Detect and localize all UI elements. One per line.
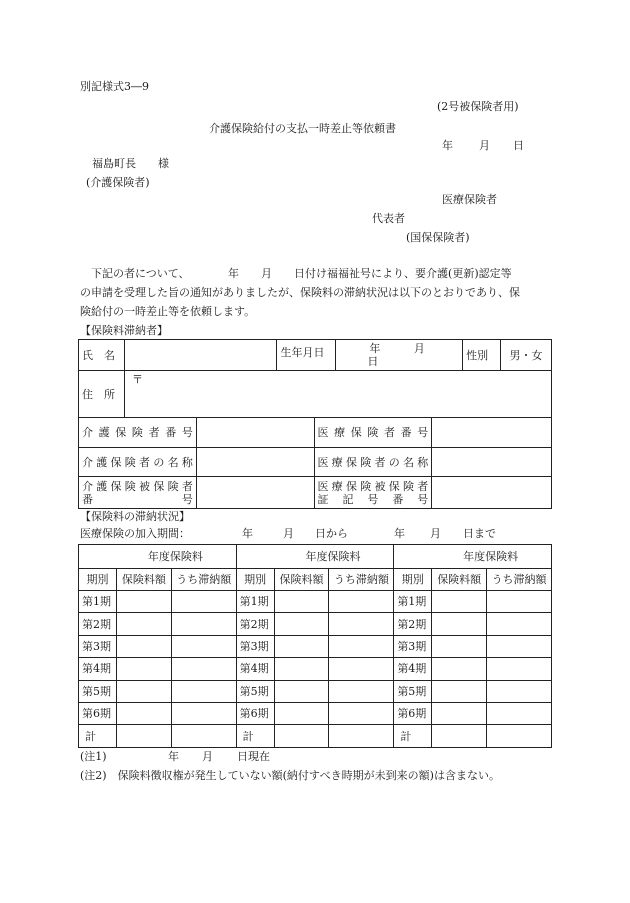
birth-field[interactable] (336, 340, 463, 371)
note-1-label: (注1) (80, 750, 107, 763)
total-row (79, 725, 552, 747)
to-day-unit: 日まで (463, 527, 496, 540)
period-label: 第3期 (236, 635, 274, 657)
arrears-amount-cell[interactable] (171, 635, 236, 657)
col-premium: 保険料額 (116, 569, 171, 591)
premium-amount-cell[interactable] (274, 591, 329, 613)
sex-label: 性別 (463, 340, 501, 371)
enrollment-period-label: 医療保険の加入期間： (80, 527, 190, 540)
sender-representative: 代表者 (372, 212, 405, 225)
premium-amount-cell[interactable] (432, 725, 487, 747)
addressee: 福島町長 様 (92, 157, 169, 170)
year-header-2 (236, 545, 394, 569)
total-label: 計 (79, 725, 117, 747)
premium-amount-cell[interactable] (432, 680, 487, 702)
period-label: 第2期 (394, 613, 432, 635)
premium-amount-cell[interactable] (116, 613, 171, 635)
iryo-name-label: 医療保険者の名称 (314, 448, 432, 477)
premium-amount-cell[interactable] (432, 591, 487, 613)
arrears-amount-cell[interactable] (487, 613, 552, 635)
period-label: 第4期 (236, 658, 274, 680)
arrears-amount-cell[interactable] (171, 591, 236, 613)
kaigo-name-field[interactable] (196, 448, 314, 477)
col-arrears: うち滞納額 (329, 569, 394, 591)
arrears-amount-cell[interactable] (171, 702, 236, 724)
year-header-1 (79, 545, 237, 569)
premium-amount-cell[interactable] (116, 591, 171, 613)
kaigo-number-label: 介護保険者番号 (79, 418, 197, 448)
period-label: 第4期 (394, 658, 432, 680)
period-label: 第2期 (79, 613, 117, 635)
col-premium: 保険料額 (274, 569, 329, 591)
arrears-amount-cell[interactable] (171, 613, 236, 635)
arrears-amount-cell[interactable] (329, 658, 394, 680)
arrears-amount-cell[interactable] (329, 591, 394, 613)
year-header-1-label: 年度保険料 (147, 550, 203, 563)
addressee-sub: (介護保険者) (86, 176, 150, 189)
arrears-amount-cell[interactable] (487, 680, 552, 702)
period-label: 第6期 (236, 702, 274, 724)
form-id: 別記様式3―9 (80, 80, 149, 93)
premium-amount-cell[interactable] (432, 613, 487, 635)
period-label: 第5期 (79, 680, 117, 702)
body-line-2: の申請を受理した旨の通知がありましたが、保険料の滞納状況は以下のとおりであり、保 (80, 286, 520, 299)
section-heading-arrears: 【保険料の滞納状況】 (80, 510, 190, 523)
period-label: 第4期 (79, 658, 117, 680)
premium-amount-cell[interactable] (274, 702, 329, 724)
year-header-3-label: 年度保険料 (463, 550, 519, 563)
period-label: 第5期 (394, 680, 432, 702)
year-unit: 年 (442, 139, 453, 152)
arrears-table (78, 544, 552, 748)
note-1-year: 年 (168, 750, 179, 763)
birth-year-unit: 年 (369, 342, 381, 355)
premium-amount-cell[interactable] (116, 680, 171, 702)
to-month-unit: 月 (430, 527, 441, 540)
insurer-table (78, 417, 552, 509)
page-title: 介護保険給付の支払一時差止等依頼書 (209, 122, 396, 135)
kaigo-insured-label (79, 477, 197, 509)
to-year-unit: 年 (394, 527, 405, 540)
premium-amount-cell[interactable] (274, 635, 329, 657)
premium-amount-cell[interactable] (432, 635, 487, 657)
premium-amount-cell[interactable] (274, 680, 329, 702)
kaigo-number-field[interactable] (196, 418, 314, 448)
kaigo-insured-label-line1: 介護保険被保険者 (82, 479, 193, 493)
arrears-amount-cell[interactable] (171, 658, 236, 680)
note-1-month: 月 (202, 750, 213, 763)
period-label: 第6期 (79, 702, 117, 724)
target-label: (2号被保険者用) (437, 100, 519, 113)
col-premium: 保険料額 (432, 569, 487, 591)
note-2: (注2) 保険料徴収権が発生していない額(納付すべき時期が未到来の額)は含まない。 (80, 769, 500, 782)
premium-amount-cell[interactable] (116, 635, 171, 657)
arrears-amount-cell[interactable] (329, 680, 394, 702)
body-line-3: 険給付の一時差止等を依頼します。 (80, 305, 256, 318)
name-field[interactable] (124, 340, 277, 371)
premium-amount-cell[interactable] (274, 725, 329, 747)
premium-amount-cell[interactable] (116, 725, 171, 747)
arrears-amount-cell[interactable] (487, 591, 552, 613)
address-label: 住 所 (79, 371, 125, 418)
premium-amount-cell[interactable] (116, 702, 171, 724)
premium-amount-cell[interactable] (432, 702, 487, 724)
premium-amount-cell[interactable] (432, 658, 487, 680)
period-label: 第1期 (394, 591, 432, 613)
iryo-insured-field[interactable] (432, 477, 552, 509)
kaigo-insured-field[interactable] (196, 477, 314, 509)
birth-day-unit: 日 (367, 355, 379, 368)
col-period: 期別 (236, 569, 274, 591)
iryo-insured-label-line2: 証 記 号 番 号 (317, 492, 429, 506)
day-unit: 日 (513, 139, 524, 152)
period-label: 第1期 (236, 591, 274, 613)
arrears-amount-cell[interactable] (487, 725, 552, 747)
year-header-3 (394, 545, 552, 569)
period-row (79, 658, 552, 680)
arrears-amount-cell[interactable] (329, 613, 394, 635)
birth-label: 生年月日 (277, 340, 336, 371)
iryo-name-field[interactable] (432, 448, 552, 477)
period-row (79, 702, 552, 724)
section-heading-person: 【保険料滞納者】 (80, 324, 168, 337)
postal-mark: 〒 (131, 373, 143, 386)
col-arrears: うち滞納額 (487, 569, 552, 591)
period-row (79, 591, 552, 613)
arrears-amount-cell[interactable] (487, 635, 552, 657)
col-period: 期別 (79, 569, 117, 591)
premium-amount-cell[interactable] (274, 613, 329, 635)
body-line-1: 下記の者について、 年 月 日付け福福祉号により、要介護(更新)認定等 (91, 267, 512, 280)
note-1-day: 日現在 (237, 750, 270, 763)
period-row (79, 635, 552, 657)
month-unit: 月 (479, 139, 490, 152)
kaigo-insured-label-line2: 番 号 (82, 492, 193, 506)
body-text (80, 264, 552, 321)
arrears-amount-cell[interactable] (329, 702, 394, 724)
kaigo-name-label: 介護保険者の名称 (79, 448, 197, 477)
total-label: 計 (236, 725, 274, 747)
sender-national: (国保保険者) (406, 231, 470, 244)
arrears-amount-cell[interactable] (171, 680, 236, 702)
period-row (79, 680, 552, 702)
premium-amount-cell[interactable] (116, 658, 171, 680)
arrears-amount-cell[interactable] (487, 702, 552, 724)
year-header-2-label: 年度保険料 (305, 550, 361, 563)
period-label: 第1期 (79, 591, 117, 613)
iryo-insured-label (314, 477, 432, 509)
iryo-number-label: 医療保険者番号 (314, 418, 432, 448)
arrears-amount-cell[interactable] (329, 635, 394, 657)
arrears-amount-cell[interactable] (329, 725, 394, 747)
premium-amount-cell[interactable] (274, 658, 329, 680)
col-period: 期別 (394, 569, 432, 591)
from-year-unit: 年 (242, 527, 253, 540)
from-month-unit: 月 (283, 527, 294, 540)
period-label: 第5期 (236, 680, 274, 702)
name-label: 氏 名 (79, 340, 125, 371)
arrears-amount-cell[interactable] (171, 725, 236, 747)
total-label: 計 (394, 725, 432, 747)
period-row (79, 613, 552, 635)
period-label: 第6期 (394, 702, 432, 724)
arrears-amount-cell[interactable] (487, 658, 552, 680)
sender-insurer: 医療保険者 (442, 193, 497, 206)
period-label: 第3期 (79, 635, 117, 657)
address-field[interactable] (124, 371, 551, 418)
period-label: 第2期 (236, 613, 274, 635)
birth-month-unit: 月 (413, 342, 425, 355)
iryo-insured-label-line1: 医療保険被保険者 (317, 479, 429, 493)
col-arrears: うち滞納額 (171, 569, 236, 591)
from-day-unit: 日から (315, 527, 348, 540)
sex-field[interactable]: 男・女 (501, 340, 552, 371)
period-label: 第3期 (394, 635, 432, 657)
person-table (78, 339, 552, 418)
iryo-number-field[interactable] (432, 418, 552, 448)
